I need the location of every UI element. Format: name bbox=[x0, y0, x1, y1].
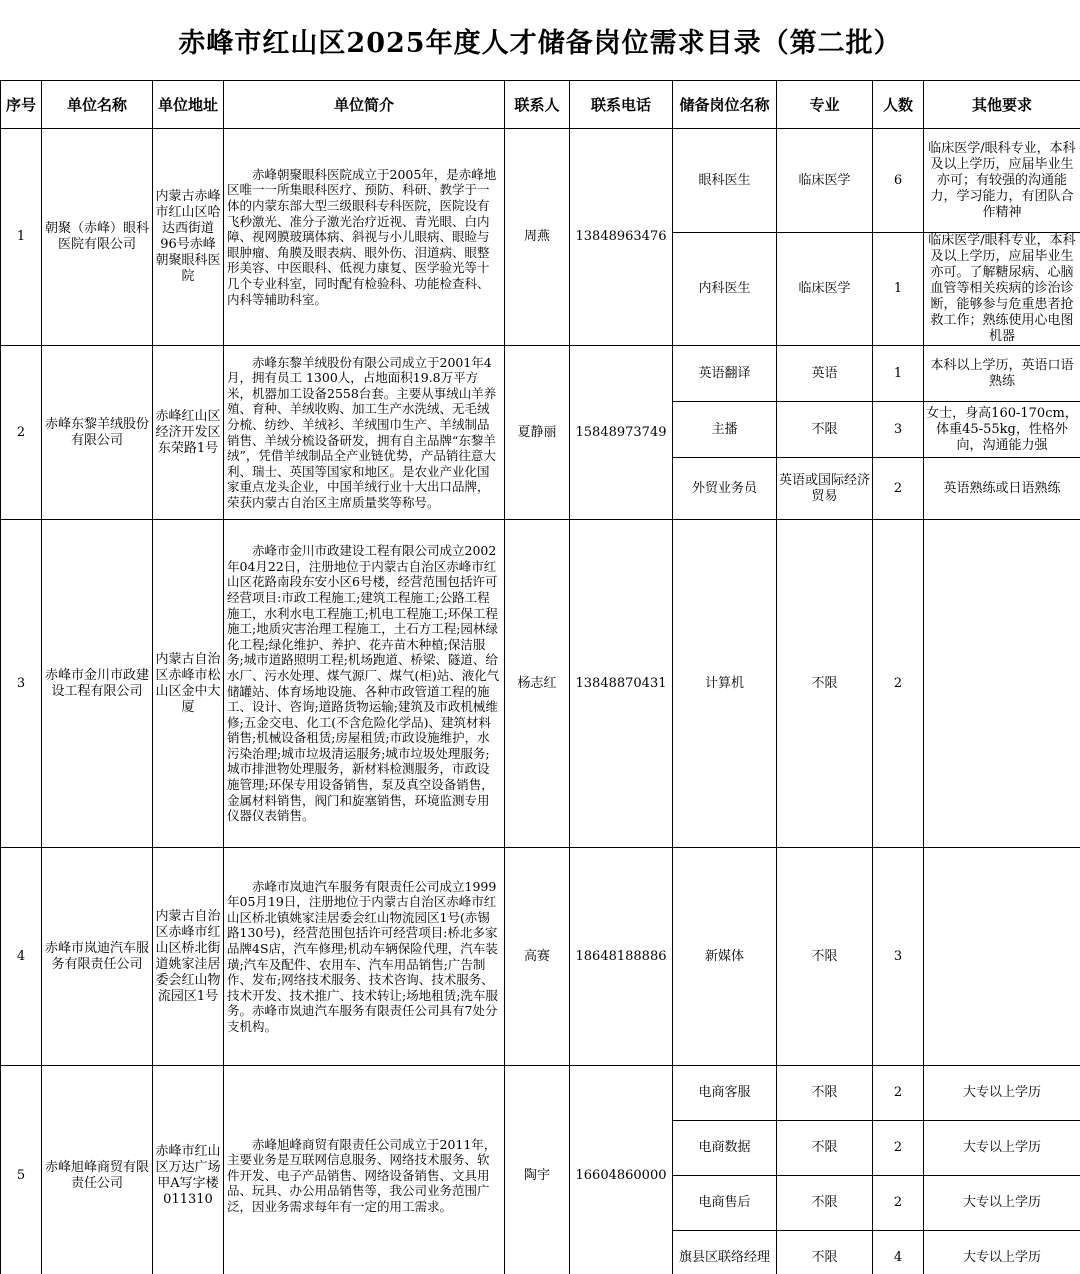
row-index: 2 bbox=[1, 346, 42, 520]
contact-person: 陶宇 bbox=[505, 1066, 570, 1274]
position-other: 大专以上学历 bbox=[924, 1176, 1080, 1231]
position-name: 眼科医生 bbox=[673, 129, 777, 233]
header-count: 人数 bbox=[873, 81, 924, 129]
position-major: 不限 bbox=[777, 1066, 873, 1121]
position-other: 女士，身高160-170cm，体重45-55kg，性格外向，沟通能力强 bbox=[924, 402, 1080, 458]
header-contact: 联系人 bbox=[505, 81, 570, 129]
unit-name: 赤峰东黎羊绒股份有限公司 bbox=[42, 346, 153, 520]
position-other: 大专以上学历 bbox=[924, 1066, 1080, 1121]
unit-address: 内蒙古自治区赤峰市松山区金中大厦 bbox=[153, 520, 224, 848]
unit-name: 赤峰市岚迪汽车服务有限责任公司 bbox=[42, 848, 153, 1066]
position-other: 临床医学/眼科专业，本科及以上学历，应届毕业生亦可；有较强的沟通能力，学习能力，有团队合作精神 bbox=[924, 129, 1080, 233]
position-other: 临床医学/眼科专业，本科及以上学历，应届毕业生亦可。了解糖尿病、心脑血管等相关疾病的诊治诊断，能够参与危重患者抢救工作；熟练使用心电图机器 bbox=[924, 233, 1080, 346]
header-other: 其他要求 bbox=[924, 81, 1080, 129]
header-phone: 联系电话 bbox=[570, 81, 673, 129]
position-major: 英语 bbox=[777, 346, 873, 402]
unit-address: 赤峰红山区经济开发区东荣路1号 bbox=[153, 346, 224, 520]
unit-intro: 赤峰朝聚眼科医院成立于2005年，是赤峰地区唯一一所集眼科医疗、预防、科研、教学于一体的内蒙东部大型三级眼科专科医院，医院设有飞秒激光、准分子激光治疗近视、青光眼、白内障、视网膜玻璃体病、斜视与小儿眼病、眼睑与眼肿瘤、角膜及眼表病、眼外伤、泪道病、眼整形美容、中医眼科、低视力康复、医学验光等十几个专业科室，同时配有检验科、功能检查科、内科等辅助科室。 bbox=[224, 129, 505, 346]
contact-person: 周燕 bbox=[505, 129, 570, 346]
table-row bbox=[1, 346, 1080, 402]
position-count: 1 bbox=[873, 233, 924, 346]
position-count: 2 bbox=[873, 520, 924, 848]
unit-address: 赤峰市红山区万达广场甲A写字楼011310 bbox=[153, 1066, 224, 1274]
position-major: 不限 bbox=[777, 1121, 873, 1176]
header-position: 储备岗位名称 bbox=[673, 81, 777, 129]
unit-intro: 赤峰市金川市政建设工程有限公司成立2002年04月22日，注册地位于内蒙古自治区赤峰市红山区花路南段东安小区6号楼，经营范围包括许可经营项目:市政工程施工;建筑工程施工;公路工程施工，水利水电工程施工;机电工程施工;环保工程施工;地质灾害治理工程施工，土石方工程;园林绿化工程;绿化维护、养护、花卉苗木种植;保洁服务;城市道路照明工程;机场跑道、桥梁、隧道、给水厂、污水处理、煤气源厂、煤气(柜)站、液化气储罐站、体育场地设施、各种市政管道工程的施工、设计、咨询;道路货物运输;建筑及市政机械维修;五金交电、化工(不含危险化学品)、建筑材料销售;机械设备租赁;房屋租赁;市政设施维护，水污染治理;城市垃圾清运服务;城市垃圾处理服务;城市排泄物处理服务，新材料检测服务，市政设施管理;环保专用设备销售，泵及真空设备销售，金属材料销售，阀门和旋塞销售，环境监测专用仪器仪表销售。 bbox=[224, 520, 505, 848]
position-major: 英语或国际经济贸易 bbox=[777, 458, 873, 520]
unit-name: 赤峰市金川市政建设工程有限公司 bbox=[42, 520, 153, 848]
position-name: 英语翻译 bbox=[673, 346, 777, 402]
position-major: 临床医学 bbox=[777, 129, 873, 233]
contact-phone: 18648188886 bbox=[570, 848, 673, 1066]
position-count: 4 bbox=[873, 1231, 924, 1274]
header-major: 专业 bbox=[777, 81, 873, 129]
position-name: 新媒体 bbox=[673, 848, 777, 1066]
row-index: 1 bbox=[1, 129, 42, 346]
position-count: 2 bbox=[873, 1121, 924, 1176]
position-count: 6 bbox=[873, 129, 924, 233]
position-name: 外贸业务员 bbox=[673, 458, 777, 520]
row-index: 5 bbox=[1, 1066, 42, 1274]
unit-intro: 赤峰旭峰商贸有限责任公司成立于2011年，主要业务是互联网信息服务、网络技术服务、软件开发、电子产品销售、网络设备销售、文具用品、玩具、办公用品销售等，我公司业务范围广泛，因业务需求每年有一定的用工需求。 bbox=[224, 1066, 505, 1274]
position-major: 临床医学 bbox=[777, 233, 873, 346]
position-name: 电商客服 bbox=[673, 1066, 777, 1121]
table-row bbox=[1, 848, 1080, 1066]
contact-person: 杨志红 bbox=[505, 520, 570, 848]
document-title: 赤峰市红山区2025年度人才储备岗位需求目录（第二批） bbox=[178, 27, 902, 59]
position-other: 大专以上学历 bbox=[924, 1231, 1080, 1274]
position-other: 大专以上学历 bbox=[924, 1121, 1080, 1176]
position-count: 1 bbox=[873, 346, 924, 402]
position-other: 本科以上学历，英语口语熟练 bbox=[924, 346, 1080, 402]
header-unit-name: 单位名称 bbox=[42, 81, 153, 129]
contact-phone: 16604860000 bbox=[570, 1066, 673, 1274]
contact-person: 高赛 bbox=[505, 848, 570, 1066]
row-index: 3 bbox=[1, 520, 42, 848]
header-row bbox=[1, 81, 1080, 129]
unit-name: 赤峰旭峰商贸有限责任公司 bbox=[42, 1066, 153, 1274]
position-other: 英语熟练或日语熟练 bbox=[924, 458, 1080, 520]
position-count: 2 bbox=[873, 1066, 924, 1121]
contact-phone: 15848973749 bbox=[570, 346, 673, 520]
position-count: 3 bbox=[873, 848, 924, 1066]
contact-phone: 13848963476 bbox=[570, 129, 673, 346]
position-name: 旗县区联络经理 bbox=[673, 1231, 777, 1274]
unit-intro: 赤峰市岚迪汽车服务有限责任公司成立1999年05月19日，注册地位于内蒙古自治区赤峰市红山区桥北镇姚家洼居委会红山物流园区1号(赤锡路130号)，经营范围包括许可经营项目:桥北多家品牌4S店，汽车修理;机动车辆保险代理，汽车装璜;汽车及配件、农用车、汽车用品销售;广告制作、发布;网络技术服务、技术咨询、技术服务、技术开发、技术推广、技术转让;场地租赁;洗车服务。赤峰市岚迪汽车服务有限责任公司具有7处分支机构。 bbox=[224, 848, 505, 1066]
position-name: 内科医生 bbox=[673, 233, 777, 346]
unit-name: 朝聚（赤峰）眼科医院有限公司 bbox=[42, 129, 153, 346]
talent-demand-table bbox=[0, 80, 1080, 1274]
position-name: 电商售后 bbox=[673, 1176, 777, 1231]
row-index: 4 bbox=[1, 848, 42, 1066]
table-row bbox=[1, 520, 1080, 848]
contact-person: 夏静丽 bbox=[505, 346, 570, 520]
header-unit-intro: 单位简介 bbox=[224, 81, 505, 129]
header-index: 序号 bbox=[1, 81, 42, 129]
position-count: 3 bbox=[873, 402, 924, 458]
table-row bbox=[1, 1066, 1080, 1121]
position-name: 电商数据 bbox=[673, 1121, 777, 1176]
contact-phone: 13848870431 bbox=[570, 520, 673, 848]
table-row bbox=[1, 129, 1080, 233]
position-other bbox=[924, 848, 1080, 1066]
position-name: 主播 bbox=[673, 402, 777, 458]
position-major: 不限 bbox=[777, 402, 873, 458]
position-major: 不限 bbox=[777, 520, 873, 848]
position-count: 2 bbox=[873, 1176, 924, 1231]
position-major: 不限 bbox=[777, 848, 873, 1066]
header-unit-address: 单位地址 bbox=[153, 81, 224, 129]
unit-intro: 赤峰东黎羊绒股份有限公司成立于2001年4月，拥有员工 1300人，占地面积19.8万平方米，机器加工设备2558台套。主要从事绒山羊养殖、育种、羊绒收购、加工生产水洗绒、无毛绒分梳、纺纱、羊绒衫、羊绒围巾生产、羊绒制品销售、羊绒分梳设备研发，拥有自主品牌“东黎羊绒”，凭借羊绒制品全产业链优势，产品销往意大利、瑞士、英国等国家和地区。是农业产业化国家重点龙头企业，中国羊绒行业十大出口品牌，荣获内蒙古自治区主席质量奖等称号。 bbox=[224, 346, 505, 520]
position-name: 计算机 bbox=[673, 520, 777, 848]
position-major: 不限 bbox=[777, 1176, 873, 1231]
position-major: 不限 bbox=[777, 1231, 873, 1274]
unit-address: 内蒙古自治区赤峰市红山区桥北街道姚家洼居委会红山物流园区1号 bbox=[153, 848, 224, 1066]
position-other bbox=[924, 520, 1080, 848]
unit-address: 内蒙古赤峰市红山区哈达西街道96号赤峰朝聚眼科医院 bbox=[153, 129, 224, 346]
position-count: 2 bbox=[873, 458, 924, 520]
